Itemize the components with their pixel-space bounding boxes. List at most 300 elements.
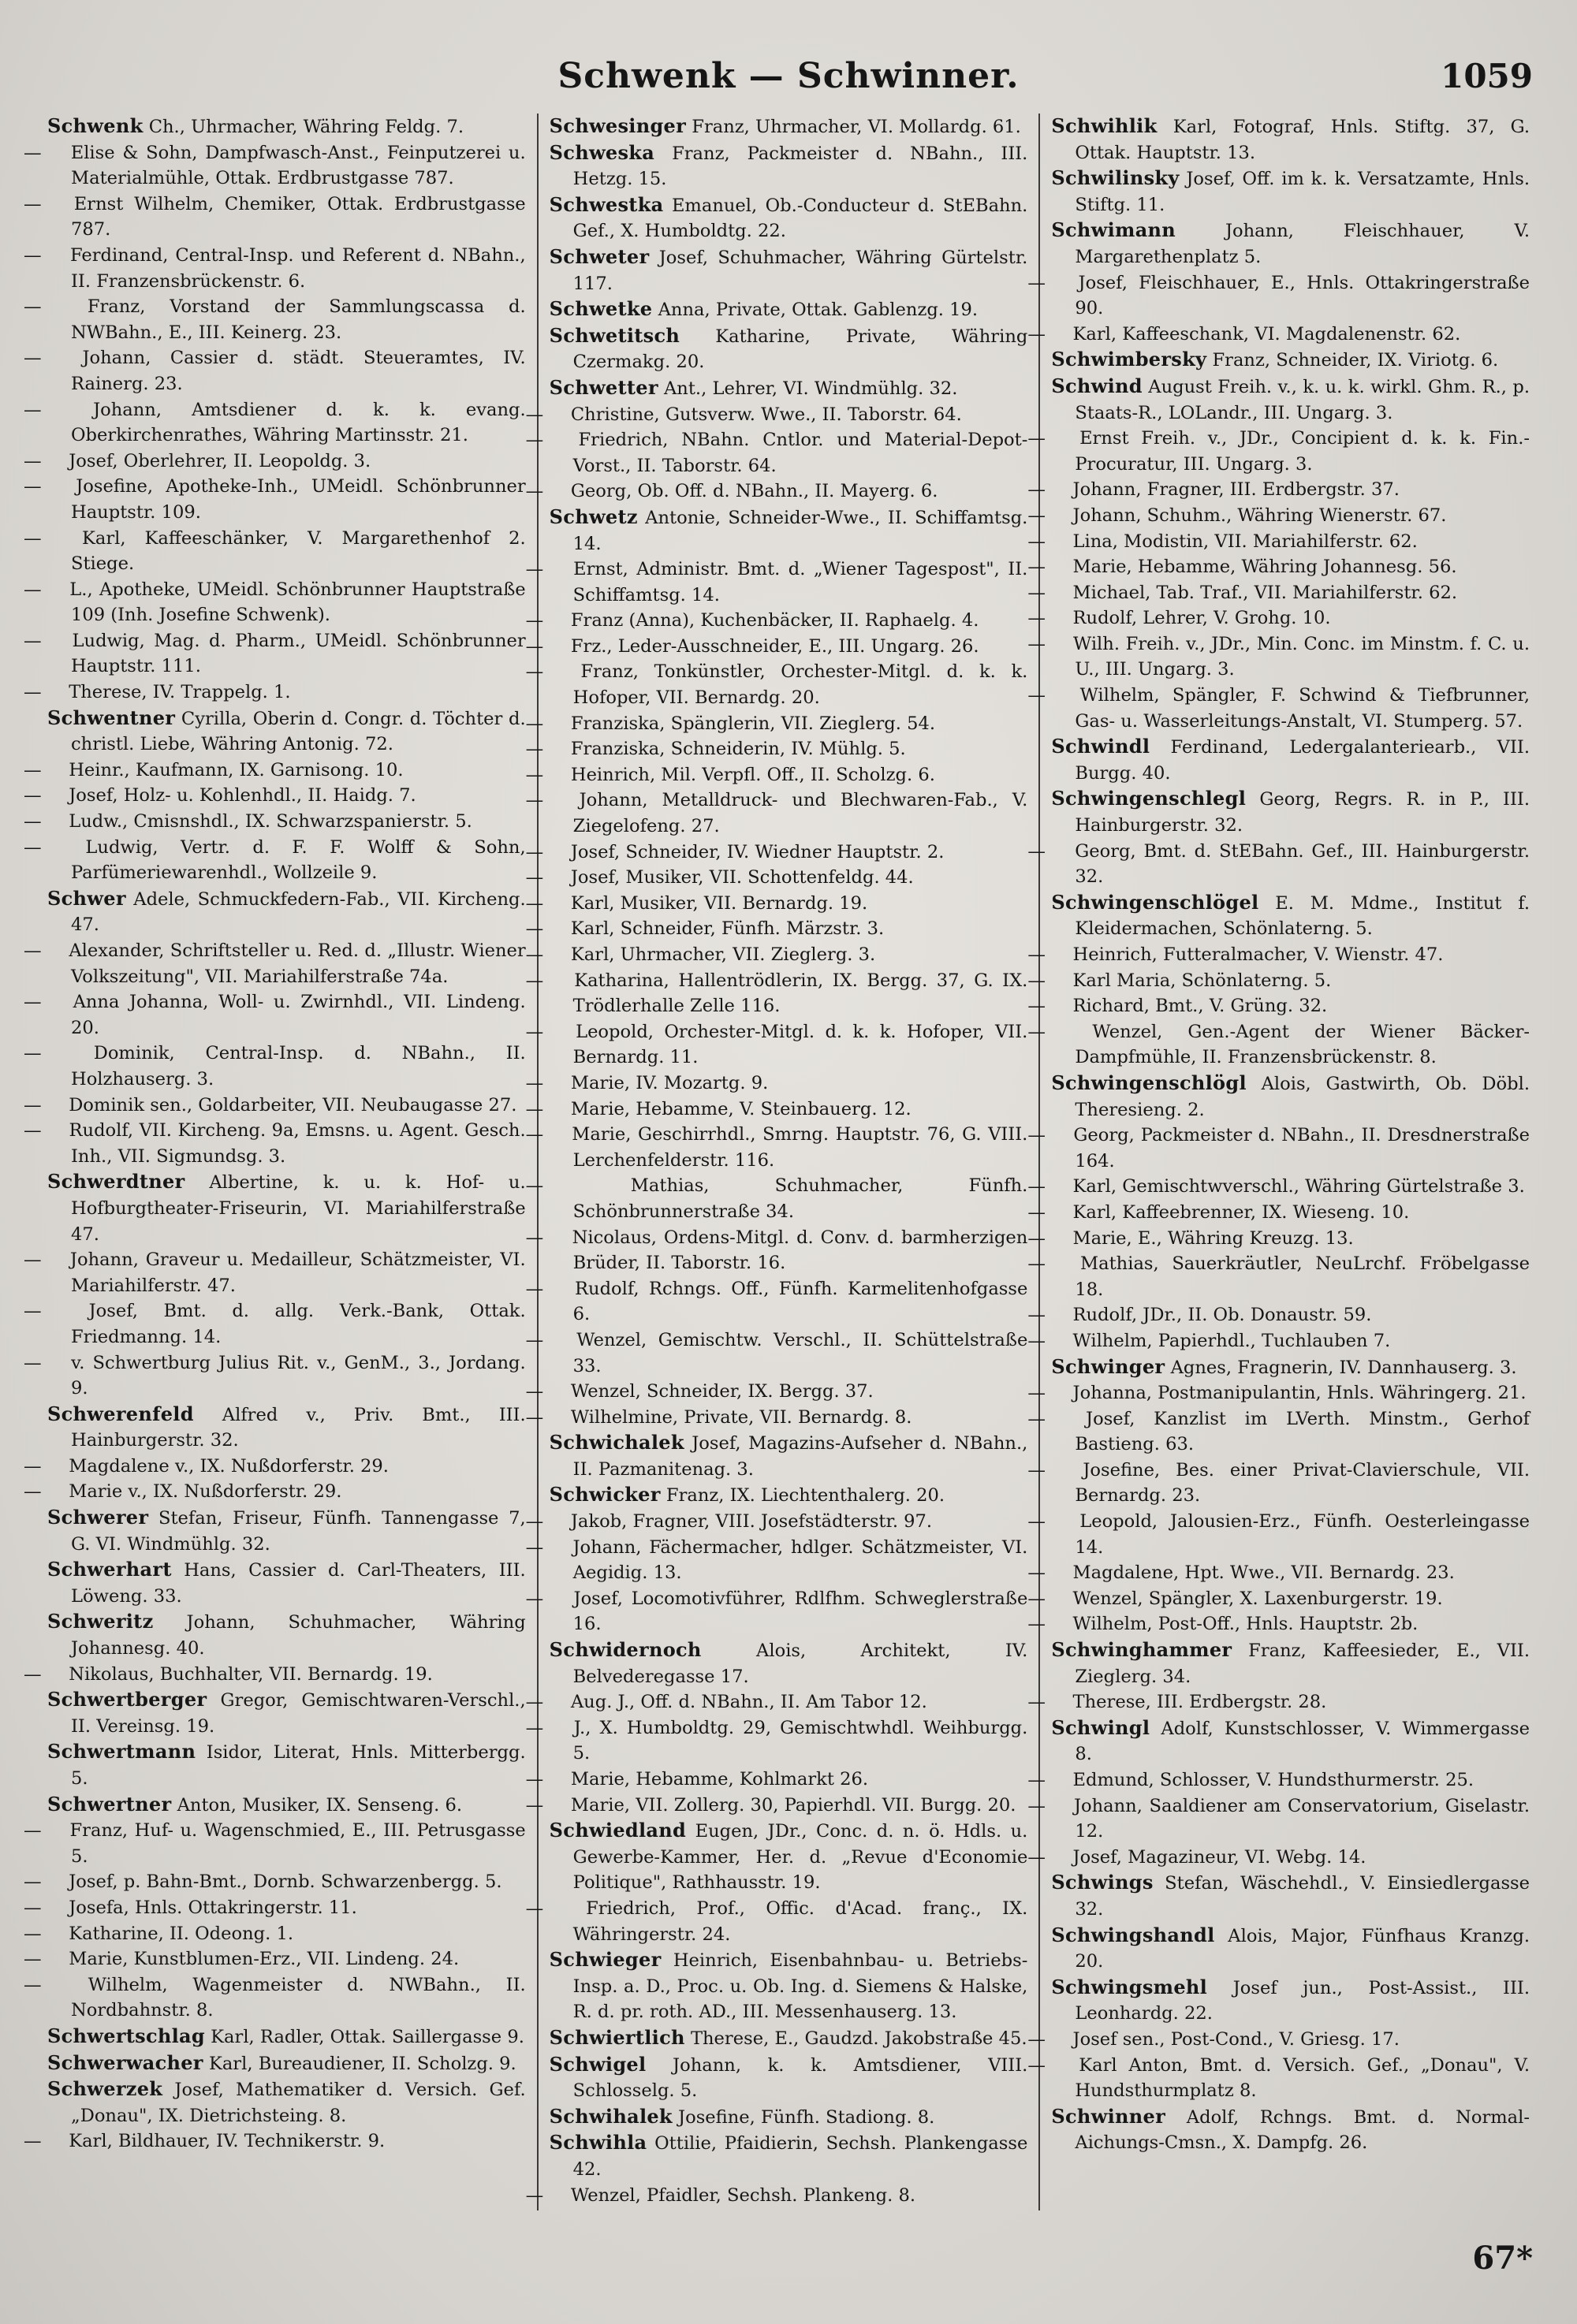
entry-text: Wilhelm, Post-Off., Hnls. Hauptstr. 2b. xyxy=(1072,1614,1419,1635)
entry-text: Alexander, Schriftsteller u. Red. d. „Illustr. Wiener Volkszeitung", VII. Mariahilferstraße 74a. xyxy=(69,940,526,987)
ditto-dash: — xyxy=(525,430,544,451)
directory-entry xyxy=(24,783,526,809)
ditto-dash: — xyxy=(525,790,544,811)
ditto-dash: — xyxy=(1027,2028,1046,2050)
directory-entry xyxy=(525,1767,1028,1793)
entry-text: Wilhelm, Papierhdl., Tuchlauben 7. xyxy=(1072,1330,1391,1351)
entry-text: Johann, k. k. Amtsdiener, VIII. Schlosselg. 5. xyxy=(572,2054,1028,2102)
directory-entry xyxy=(525,736,1028,762)
entry-surname: Schweter xyxy=(549,244,650,268)
directory-entry xyxy=(24,1946,526,1972)
entry-surname: Schwerzek xyxy=(47,2077,163,2101)
ditto-dash: — xyxy=(525,918,544,940)
entry-surname: Schwieger xyxy=(549,1948,662,1972)
directory-entry xyxy=(24,345,526,397)
directory-entry xyxy=(1027,1174,1530,1200)
directory-entry xyxy=(1027,529,1530,555)
directory-entry xyxy=(1027,426,1530,477)
entry-text: Ferdinand, Central-Insp. und Referent d. NBahn., II. Franzensbrückenstr. 6. xyxy=(69,244,526,292)
entry-text: Karl, Kaffeebrenner, IX. Wieseng. 10. xyxy=(1072,1201,1410,1223)
entry-text: Isidor, Literat, Hnls. Mitterbergg. 5. xyxy=(71,1742,526,1789)
ditto-dash: — xyxy=(525,2184,544,2206)
directory-entry xyxy=(1027,1302,1530,1328)
ditto-dash: — xyxy=(525,764,544,785)
directory-entry xyxy=(525,608,1028,634)
directory-entry xyxy=(525,1097,1028,1123)
entry-text: Karl, Uhrmacher, VII. Zieglerg. 3. xyxy=(570,944,876,965)
entry-text: Josef, Magazineur, VI. Webg. 14. xyxy=(1072,1846,1366,1868)
entry-text: Friedrich, Prof., Offic. d'Acad. franç., IX. Währingerstr. 24. xyxy=(572,1898,1028,1945)
entry-text: Emanuel, Ob.-Conducteur d. StEBahn. Gef., X. Humboldtg. 22. xyxy=(572,195,1028,242)
entry-surname: Schwertschlag xyxy=(47,2024,205,2047)
running-head: Schwenk — Schwinner. xyxy=(557,56,1020,96)
directory-entry xyxy=(24,1818,526,1869)
ditto-dash: — xyxy=(1027,608,1046,629)
directory-entry xyxy=(1027,1019,1530,1071)
ditto-dash: — xyxy=(1027,2054,1046,2076)
directory-entry xyxy=(1051,374,1530,426)
entry-text: Johann, Fleischhauer, V. Margarethenplatz 5. xyxy=(1075,221,1530,267)
ditto-dash: — xyxy=(525,970,544,991)
ditto-dash: — xyxy=(525,841,544,862)
ditto-dash: — xyxy=(525,1175,544,1197)
directory-entry xyxy=(525,788,1028,839)
entry-text: Wenzel, Schneider, IX. Bergg. 37. xyxy=(570,1381,874,1402)
entry-surname: Schwerer xyxy=(47,1506,149,1529)
directory-entry xyxy=(1027,1251,1530,1302)
directory-entry xyxy=(525,1715,1028,1767)
entry-text: Johann, Cassier d. städt. Steueramtes, IV. Rainerg. 23. xyxy=(71,348,526,394)
ditto-dash: — xyxy=(24,2131,42,2152)
directory-entry xyxy=(1027,1123,1530,1174)
directory-entry xyxy=(550,2130,1028,2182)
directory-entry xyxy=(525,916,1028,942)
ditto-dash: — xyxy=(1027,1408,1046,1429)
ditto-dash: — xyxy=(24,1949,42,1970)
directory-entry xyxy=(550,296,1028,323)
directory-entry xyxy=(525,865,1028,891)
directory-entry xyxy=(525,891,1028,917)
entry-text: Stefan, Friseur, Fünfh. Tannengasse 7, G. VI. Windmühlg. 32. xyxy=(71,1508,526,1555)
ditto-dash: — xyxy=(525,1898,544,1919)
directory-entry xyxy=(525,1586,1028,1637)
ditto-dash: — xyxy=(24,992,42,1013)
ditto-dash: — xyxy=(24,811,42,832)
directory-entry xyxy=(24,628,526,680)
entry-text: Josef, Locomotivführer, Rdlfhm. Schweglerstraße 16. xyxy=(572,1588,1028,1635)
ditto-dash: — xyxy=(1027,1770,1046,1790)
directory-entry xyxy=(1027,1380,1530,1406)
ditto-dash: — xyxy=(24,1094,42,1115)
entry-text: Karl, Schneider, Fünfh. Märzstr. 3. xyxy=(570,918,885,940)
directory-entry xyxy=(525,942,1028,968)
entry-text: Friedrich, NBahn. Cntlor. und Material-Depot-Vorst., II. Taborstr. 64. xyxy=(572,430,1028,476)
directory-entry xyxy=(525,1509,1028,1535)
entry-text: Johann, Saaldiener am Conservatorium, Giselastr. 12. xyxy=(1073,1795,1530,1842)
entry-surname: Schwesinger xyxy=(549,114,687,137)
entry-text: Josefine, Bes. einer Privat-Clavierschule, VII. Bernardg. 23. xyxy=(1075,1459,1530,1507)
directory-entry xyxy=(550,244,1028,296)
ditto-dash: — xyxy=(1027,1614,1046,1635)
entry-text: Josef, Kanzlist im LVerth. Minstm., Gerhof Bastieng. 63. xyxy=(1075,1408,1530,1455)
directory-entry xyxy=(550,2104,1028,2131)
ditto-dash: — xyxy=(1027,479,1046,501)
ditto-dash: — xyxy=(1027,1201,1046,1223)
ditto-dash: — xyxy=(525,661,544,683)
directory-entry xyxy=(550,114,1028,140)
entry-text: Karl, Kaffeeschank, VI. Magdalenenstr. 62. xyxy=(1072,323,1461,345)
entry-text: Ludw., Cmisnshdl., IX. Schwarzspanierstr. 5. xyxy=(69,811,472,832)
directory-entry xyxy=(550,1947,1028,2025)
directory-entry xyxy=(525,968,1028,1019)
ditto-dash: — xyxy=(24,630,42,651)
directory-entry xyxy=(1051,1071,1530,1123)
directory-entry xyxy=(525,1173,1028,1224)
entry-text: Anna, Private, Ottak. Gablenzg. 19. xyxy=(658,300,979,321)
directory-entry xyxy=(525,659,1028,710)
ditto-dash: — xyxy=(24,836,42,858)
directory-entry xyxy=(47,2076,526,2128)
entry-text: Johann, Metalldruck- und Blechwaren-Fab., V. Ziegelofeng. 27. xyxy=(572,790,1028,837)
directory-entry xyxy=(525,1793,1028,1819)
page-header xyxy=(36,46,1541,107)
directory-entry xyxy=(525,2183,1028,2209)
entry-text: Karl, Bureaudiener, II. Scholzg. 9. xyxy=(208,2053,516,2074)
entry-surname: Schwertberger xyxy=(47,1688,207,1711)
column-1 xyxy=(24,114,537,2210)
directory-entry xyxy=(1027,2027,1530,2053)
directory-entry xyxy=(1027,580,1530,606)
directory-entry xyxy=(47,2050,526,2077)
ditto-dash: — xyxy=(1027,557,1046,578)
entry-text: Katharina, Hallentrödlerin, IX. Bergg. 37, G. IX. Trödlerhalle Zelle 116. xyxy=(572,970,1028,1017)
ditto-dash: — xyxy=(525,944,544,965)
ditto-dash: — xyxy=(525,1278,544,1299)
entry-text: Marie, Hebamme, Kohlmarkt 26. xyxy=(570,1769,869,1790)
entry-text: Josef jun., Post-Assist., III. Leonhardg. 22. xyxy=(1075,1977,1530,2024)
ditto-dash: — xyxy=(24,940,42,961)
directory-entry xyxy=(525,634,1028,660)
ditto-dash: — xyxy=(1027,428,1046,449)
directory-entry xyxy=(1027,1560,1530,1586)
directory-entry xyxy=(24,680,526,706)
entry-text: Karl, Radler, Ottak. Saillergasse 9. xyxy=(211,2026,524,2047)
ditto-dash: — xyxy=(525,481,544,502)
entry-text: Johann, Schuhm., Währing Wienerstr. 67. xyxy=(1072,505,1447,526)
ditto-dash: — xyxy=(24,1481,42,1503)
entry-text: Johann, Schuhmacher, Währing Johannesg. 40. xyxy=(71,1612,526,1659)
entry-text: Georg, Ob. Off. d. NBahn., II. Mayerg. 6. xyxy=(570,481,938,502)
directory-entry xyxy=(1051,114,1530,166)
entry-text: Ferdinand, Ledergalanteriearb., VII. Burgg. 40. xyxy=(1075,737,1530,784)
directory-entry xyxy=(525,1071,1028,1097)
entry-surname: Schwings xyxy=(1051,1871,1154,1894)
entry-text: Franz, Huf- u. Wagenschmied, E., III. Petrusgasse 5. xyxy=(69,1820,526,1867)
entry-text: Marie, Kunstblumen-Erz., VII. Lindeng. 24. xyxy=(69,1949,460,1970)
entry-text: Franz, Packmeister d. NBahn., III. Hetzg. 15. xyxy=(572,143,1028,190)
directory-entry xyxy=(24,989,526,1041)
entry-surname: Schwerwacher xyxy=(47,2050,203,2074)
entry-surname: Schwertner xyxy=(47,1792,172,1816)
ditto-dash: — xyxy=(1027,1176,1046,1197)
ditto-dash: — xyxy=(1027,1227,1046,1249)
directory-entry xyxy=(1027,1689,1530,1715)
entry-text: Katharine, Private, Währing Czermakg. 20. xyxy=(572,326,1028,373)
directory-entry xyxy=(1027,1458,1530,1509)
directory-entry xyxy=(525,479,1028,505)
directory-entry xyxy=(525,711,1028,737)
directory-entry xyxy=(525,1328,1028,1379)
entry-text: Michael, Tab. Traf., VII. Mariahilferstr. 62. xyxy=(1072,582,1458,603)
ditto-dash: — xyxy=(525,1588,544,1609)
ditto-dash: — xyxy=(24,527,42,549)
directory-entry xyxy=(1051,786,1530,838)
entry-text: Josefa, Hnls. Ottakringerstr. 11. xyxy=(69,1897,357,1918)
entry-text: Josef, Holz- u. Kohlenhdl., II. Haidg. 7. xyxy=(69,785,416,806)
entry-text: Cyrilla, Oberin d. Congr. d. Töchter d. christl. Liebe, Währing Antonig. 72. xyxy=(71,708,526,755)
directory-entry xyxy=(24,938,526,989)
directory-entry xyxy=(1027,1611,1530,1637)
directory-entry xyxy=(1051,1354,1530,1381)
directory-entry xyxy=(47,1609,526,1661)
directory-entry xyxy=(24,577,526,628)
entry-surname: Schwihla xyxy=(549,2131,647,2155)
entry-text: Edmund, Schlosser, V. Hundsthurmerstr. 25. xyxy=(1072,1770,1474,1790)
directory-entry xyxy=(24,758,526,784)
ditto-dash: — xyxy=(24,1120,42,1142)
entry-text: Georg, Regrs. R. in P., III. Hainburgerstr. 32. xyxy=(1075,789,1530,836)
directory-entry xyxy=(24,1093,526,1119)
directory-entry xyxy=(1051,734,1530,786)
directory-entry xyxy=(1027,1793,1530,1845)
entry-text: Antonie, Schneider-Wwe., II. Schiffamtsg. 14. xyxy=(572,507,1028,554)
directory-entry xyxy=(525,1225,1028,1276)
entry-text: Heinr., Kaufmann, IX. Garnisong. 10. xyxy=(69,759,404,780)
entry-text: Karl Maria, Schönlaterng. 5. xyxy=(1072,970,1332,991)
entry-text: Anton, Musiker, IX. Senseng. 6. xyxy=(177,1794,462,1816)
entry-text: Eugen, JDr., Conc. d. n. ö. Hdls. u. Gewerbe-Kammer, Her. d. „Revue d'Economie Politique", Rathhausstr. 19. xyxy=(572,1821,1028,1894)
directory-entry xyxy=(550,1430,1028,1482)
entry-text: Ottilie, Pfaidierin, Sechsh. Plankengasse 42. xyxy=(572,2133,1028,2180)
ditto-dash: — xyxy=(24,193,42,214)
entry-text: Dominik sen., Goldarbeiter, VII. Neubaugasse 27. xyxy=(69,1094,517,1115)
entry-surname: Schwetitsch xyxy=(549,323,680,347)
ditto-dash: — xyxy=(1027,272,1046,293)
entry-text: Franz, Vorstand der Sammlungscassa d. NWBahn., E., III. Keinerg. 23. xyxy=(71,296,526,343)
ditto-dash: — xyxy=(525,1381,544,1402)
directory-entry xyxy=(47,1169,526,1247)
entry-text: Aug. J., Off. d. NBahn., II. Am Tabor 12. xyxy=(570,1692,927,1713)
ditto-dash: — xyxy=(24,682,42,703)
entry-surname: Schwindl xyxy=(1051,735,1150,758)
entry-text: Marie, Hebamme, Währing Johannesg. 56. xyxy=(1072,557,1457,578)
entry-text: Katharine, II. Odeong. 1. xyxy=(69,1923,294,1944)
entry-text: Dominik, Central-Insp. d. NBahn., II. Holzhauserg. 3. xyxy=(71,1043,526,1089)
entry-surname: Schwimbersky xyxy=(1051,348,1207,371)
directory-entry xyxy=(24,192,526,243)
directory-entry xyxy=(1027,1509,1530,1560)
directory-entry xyxy=(47,1402,526,1454)
sheet-signature: 67* xyxy=(1472,2240,1533,2277)
entry-text: Gregor, Gemischtwaren-Verschl., II. Vereinsg. 19. xyxy=(71,1690,526,1737)
directory-entry xyxy=(1051,1975,1530,2027)
directory-entry xyxy=(47,1505,526,1557)
entry-text: Christine, Gutsverw. Wwe., II. Taborstr. 64. xyxy=(570,404,962,425)
entry-text: Frz., Leder-Ausschneider, E., III. Ungarg. 26. xyxy=(570,635,979,657)
entry-text: Karl, Musiker, VII. Bernardg. 19. xyxy=(570,892,868,914)
ditto-dash: — xyxy=(24,1455,42,1477)
directory-entry xyxy=(1051,1637,1530,1689)
entry-text: Karl Anton, Bmt. d. Versich. Gef., „Donau", V. Hundsthurmplatz 8. xyxy=(1075,2054,1530,2102)
entry-text: Albertine, k. u. k. Hof- u. Hofburgtheater-Friseurin, VI. Mariahilferstraße 47. xyxy=(71,1172,526,1245)
directory-entry xyxy=(1027,1406,1530,1458)
entry-text: Stefan, Wäschehdl., V. Einsiedlergasse 32. xyxy=(1075,1873,1530,1920)
entry-text: Heinrich, Futteralmacher, V. Wienstr. 47. xyxy=(1072,944,1444,965)
entry-surname: Schwingenschlögl xyxy=(1051,1071,1247,1094)
entry-text: August Freih. v., k. u. k. wirkl. Ghm. R., p. Staats-R., LOLandr., III. Ungarg. 3. xyxy=(1075,376,1530,423)
directory-entry xyxy=(550,2052,1028,2104)
entry-surname: Schwetter xyxy=(549,375,658,399)
entry-text: Rudolf, Rchngs. Off., Fünfh. Karmelitenhofgasse 6. xyxy=(572,1278,1028,1325)
entry-text: Franz, Tonkünstler, Orchester-Mitgl. d. k. k. Hofoper, VII. Bernardg. 20. xyxy=(572,661,1028,709)
ditto-dash: — xyxy=(24,1897,42,1918)
entry-text: Therese, IV. Trappelg. 1. xyxy=(69,682,291,703)
entry-text: Rudolf, JDr., II. Ob. Donaustr. 59. xyxy=(1072,1305,1372,1326)
ditto-dash: — xyxy=(525,1021,544,1042)
entry-text: Johann, Fragner, III. Erdbergstr. 37. xyxy=(1072,479,1400,501)
entry-text: Magdalene, Hpt. Wwe., VII. Bernardg. 23. xyxy=(1072,1562,1455,1584)
directory-entry xyxy=(24,526,526,577)
entry-surname: Schwiedland xyxy=(549,1819,687,1842)
ditto-dash: — xyxy=(1027,1588,1046,1609)
entry-text: Josef, Musiker, VII. Schottenfeldg. 44. xyxy=(570,867,914,888)
directory-entry xyxy=(1027,477,1530,503)
entry-text: Karl, Kaffeeschänker, V. Margarethenhof 2. Stiege. xyxy=(71,527,526,575)
directory-entry xyxy=(525,427,1028,479)
directory-entry xyxy=(1051,890,1530,942)
directory-entry xyxy=(1051,347,1530,374)
entry-text: Johann, Graveur u. Medailleur, Schätzmeister, VI. Mariahilferstr. 47. xyxy=(69,1250,526,1296)
entry-text: Georg, Packmeister d. NBahn., II. Dresdnerstraße 164. xyxy=(1073,1125,1530,1171)
directory-entry xyxy=(1051,1715,1530,1767)
entry-text: Franz (Anna), Kuchenbäcker, II. Raphaelg. 4. xyxy=(570,610,979,631)
directory-entry xyxy=(525,1896,1028,1947)
directory-entry xyxy=(24,1972,526,2024)
ditto-dash: — xyxy=(525,610,544,631)
entry-text: Ch., Uhrmacher, Währing Feldg. 7. xyxy=(148,117,464,137)
directory-entry xyxy=(550,1637,1028,1689)
entry-text: Josef, Fleischhauer, E., Hnls. Ottakringerstraße 90. xyxy=(1075,272,1530,319)
directory-entry xyxy=(47,886,526,938)
directory-entry xyxy=(1051,218,1530,270)
directory-entry xyxy=(24,1247,526,1298)
entry-text: Therese, III. Erdbergstr. 28. xyxy=(1072,1692,1327,1713)
entry-surname: Schwind xyxy=(1051,374,1143,397)
directory-entry xyxy=(525,1276,1028,1328)
entry-text: v. Schwertburg Julius Rit. v., GenM., 3., Jordang. 9. xyxy=(71,1352,526,1399)
ditto-dash: — xyxy=(24,450,42,471)
entry-text: Johanna, Postmanipulantin, Hnls. Währingerg. 21. xyxy=(1072,1383,1527,1404)
entry-text: Heinrich, Eisenbahnbau- u. Betriebs-Insp. a. D., Proc. u. Ob. Ing. d. Siemens & Halske, R. d. pr. roth. AD., III. Messenhauserg. 13. xyxy=(572,1950,1028,2023)
entry-surname: Schwingenschlögel xyxy=(1051,890,1259,914)
ditto-dash: — xyxy=(24,476,42,497)
ditto-dash: — xyxy=(24,785,42,806)
ditto-dash: — xyxy=(1027,1562,1046,1584)
entry-surname: Schwingshandl xyxy=(1051,1923,1215,1946)
entry-text: Josef sen., Post-Cond., V. Griesg. 17. xyxy=(1072,2028,1400,2050)
ditto-dash: — xyxy=(1027,1795,1046,1816)
ditto-dash: — xyxy=(1027,1846,1046,1868)
ditto-dash: — xyxy=(1027,996,1046,1017)
entry-text: Marie, VII. Zollerg. 30, Papierhdl. VII. Burgg. 20. xyxy=(570,1794,1016,1816)
entry-text: Nicolaus, Ordens-Mitgl. d. Conv. d. barmherzigen Brüder, II. Taborstr. 16. xyxy=(572,1227,1028,1274)
directory-entry xyxy=(525,1689,1028,1715)
directory-entry xyxy=(24,1921,526,1947)
page-number: 1059 xyxy=(1441,57,1533,95)
directory-entry xyxy=(24,243,526,294)
ditto-dash: — xyxy=(1027,1459,1046,1480)
ditto-dash: — xyxy=(525,1794,544,1816)
ditto-dash: — xyxy=(24,1250,42,1271)
ditto-dash: — xyxy=(24,296,42,318)
entry-text: Ludwig, Mag. d. Pharm., UMeidl. Schönbrunner Hauptstr. 111. xyxy=(71,630,526,677)
ditto-dash: — xyxy=(525,404,544,425)
ditto-dash: — xyxy=(1027,1330,1046,1351)
entry-text: Ernst Wilhelm, Chemiker, Ottak. Erdbrustgasse 787. xyxy=(71,193,526,240)
entry-text: Josef, p. Bahn-Bmt., Dornb. Schwarzenbergg. 5. xyxy=(69,1871,502,1893)
directory-entry xyxy=(1027,942,1530,968)
directory-entry xyxy=(550,375,1028,402)
directory-entry xyxy=(47,2024,526,2050)
directory-entry xyxy=(550,1482,1028,1509)
entry-text: Leopold, Orchester-Mitgl. d. k. k. Hofoper, VII. Bernardg. 11. xyxy=(572,1021,1028,1068)
entry-text: Josef, Bmt. d. allg. Verk.-Bank, Ottak. Friedmanng. 14. xyxy=(71,1301,526,1347)
entry-text: Ludwig, Vertr. d. F. F. Wolff & Sohn, Parfümeriewarenhdl., Wollzeile 9. xyxy=(71,836,526,884)
entry-surname: Schwilinsky xyxy=(1051,166,1180,190)
entry-text: Elise & Sohn, Dampfwasch-Anst., Feinputzerei u. Materialmühle, Ottak. Erdbrustgasse 787. xyxy=(70,142,526,189)
directory-entry xyxy=(24,1662,526,1688)
directory-entry xyxy=(1027,322,1530,348)
entry-text: Ernst Freih. v., JDr., Concipient d. k. k. Fin.-Procuratur, III. Ungarg. 3. xyxy=(1075,428,1530,475)
entry-surname: Schwerdtner xyxy=(47,1170,185,1194)
ditto-dash: — xyxy=(1027,582,1046,603)
directory-entry xyxy=(24,2128,526,2155)
directory-entry xyxy=(550,2025,1028,2052)
entry-text: Wenzel, Gemischtw. Verschl., II. Schüttelstraße 33. xyxy=(572,1329,1028,1376)
entry-text: Nikolaus, Buchhalter, VII. Bernardg. 19. xyxy=(69,1663,433,1685)
ditto-dash: — xyxy=(525,713,544,734)
directory-entry xyxy=(24,397,526,449)
ditto-dash: — xyxy=(525,1098,544,1119)
entry-surname: Schwertmann xyxy=(47,1740,196,1763)
entry-text: Josefine, Apotheke-Inh., UMeidl. Schönbrunner Hauptstr. 109. xyxy=(71,476,526,523)
entry-surname: Schwihlik xyxy=(1051,114,1158,137)
directory-entry xyxy=(525,1535,1028,1586)
directory-entry xyxy=(1027,1226,1530,1252)
ditto-dash: — xyxy=(1027,944,1046,965)
ditto-dash: — xyxy=(1027,1125,1046,1146)
entry-surname: Schwicker xyxy=(549,1483,661,1507)
entry-text: Marie, Hebamme, V. Steinbauerg. 12. xyxy=(570,1098,912,1119)
directory-entry xyxy=(24,140,526,192)
entry-text: Franz, Kaffeesieder, E., VII. Zieglerg. 34. xyxy=(1075,1641,1530,1687)
entry-text: Josefine, Fünfh. Stadiong. 8. xyxy=(678,2106,935,2128)
entry-text: Josef, Schneider, IV. Wiedner Hauptstr. 2. xyxy=(570,841,945,862)
entry-surname: Schwimann xyxy=(1051,218,1176,242)
directory-entry xyxy=(47,706,526,758)
directory-entry xyxy=(1027,503,1530,529)
entry-text: Agnes, Fragnerin, IV. Dannhauserg. 3. xyxy=(1170,1357,1517,1378)
